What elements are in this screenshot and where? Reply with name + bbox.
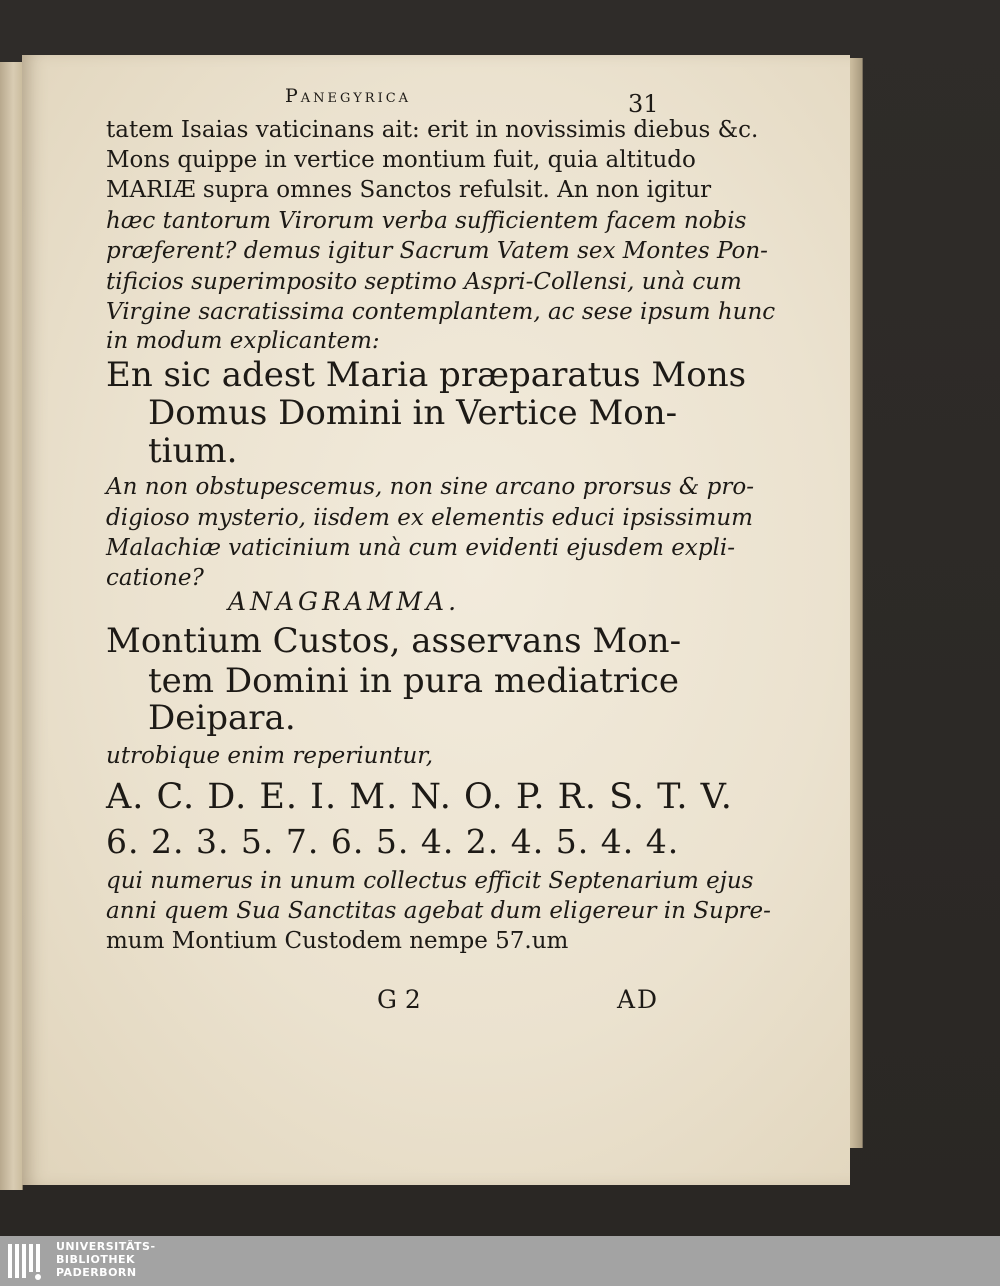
catchword: AD [617,985,660,1014]
page-number: 31 [628,90,659,118]
verse-line: tem Domini in pura mediatrice [148,661,680,701]
numbers-row: 6. 2. 3. 5. 7. 6. 5. 4. 2. 4. 5. 4. 4. [106,822,680,861]
signature-mark: G 2 [377,985,421,1014]
text-line: utrobique enim reperiuntur, [106,743,434,769]
verse-line: Deipara. [148,698,296,738]
text-line: digioso mysterio, iisdem ex elementis educi ipsissimum [106,505,753,531]
text-line: mum Montium Custodem nempe 57.um [106,928,569,954]
text-line: in modum explicantem: [106,328,380,354]
text-line: anni quem Sua Sanctitas agebat dum eligereur in Supre- [106,898,771,924]
library-logo-text [56,1240,156,1279]
text-line: An non obstupescemus, non sine arcano prorsus & pro- [106,474,754,500]
verse-line: En sic adest Maria præparatus Mons [106,355,747,395]
logo-line: UNIVERSITÄTS- [56,1240,156,1253]
letters-row: A. C. D. E. I. M. N. O. P. R. S. T. V. [106,777,733,817]
anagram-heading: ANAGRAMMA. [228,587,461,616]
text-line: catione? [106,565,204,591]
facing-page-edge [0,62,23,1190]
text-line: Malachiæ vaticinium unà cum evidenti ejusdem expli- [106,535,736,561]
verse-line: Montium Custos, asservans Mon- [106,621,682,661]
text-line: hæc tantorum Virorum verba sufficientem facem nobis [106,208,747,234]
text-line: præferent? demus igitur Sacrum Vatem sex Montes Pon- [106,238,768,264]
running-header: Panegyrica [285,85,412,107]
logo-line: BIBLIOTHEK [56,1253,136,1266]
text-line: Mons quippe in vertice montium fuit, quia altitudo [106,147,696,173]
text-line: tificios superimposito septimo Aspri-Collensi, unà cum [106,269,742,295]
library-logo-icon [6,1240,48,1282]
text-line: tatem Isaias vaticinans ait: erit in novissimis diebus &c. [106,117,759,143]
logo-line: PADERBORN [56,1266,137,1279]
verse-line: tium. [148,431,238,471]
text-line: MARIÆ supra omnes Sanctos refulsit. An non igitur [106,177,712,203]
text-line: Virgine sacratissima contemplantem, ac sese ipsum hunc [106,299,776,325]
text-line: qui numerus in unum collectus efficit Septenarium ejus [106,868,754,894]
footer-bar [0,1236,1000,1286]
verse-line: Domus Domini in Vertice Mon- [148,393,678,433]
